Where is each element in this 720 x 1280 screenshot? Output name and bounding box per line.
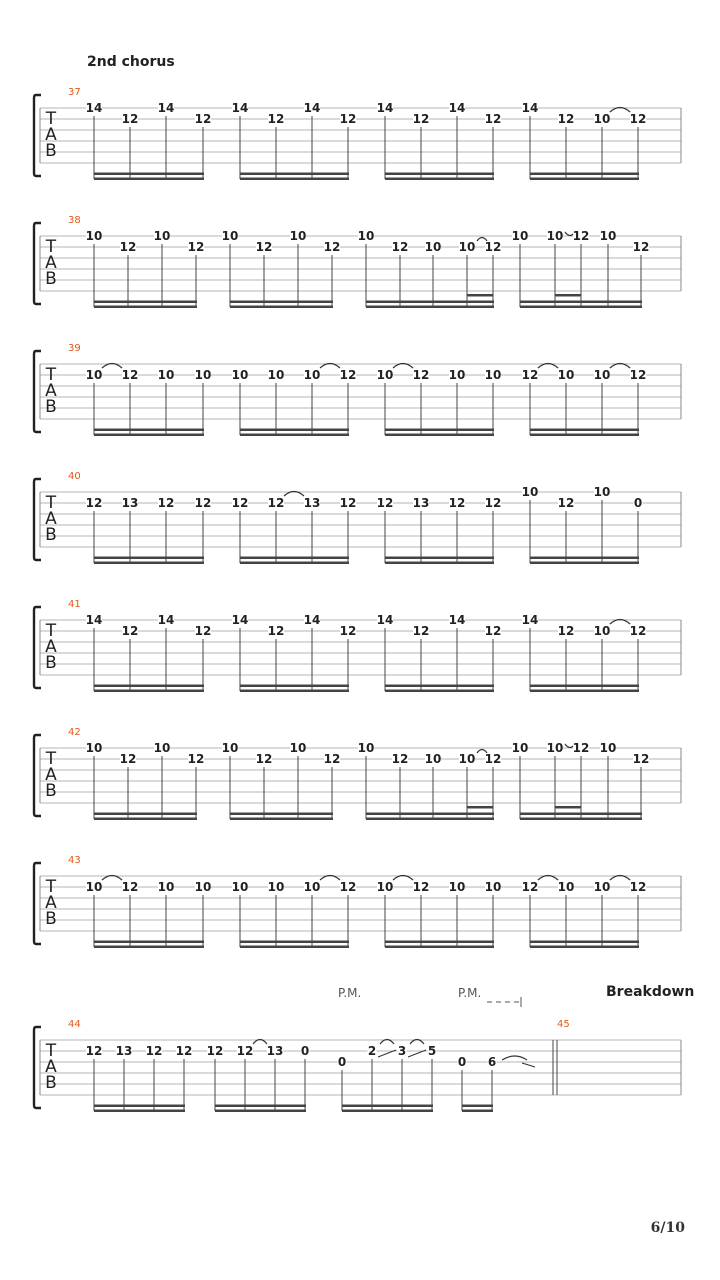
tab-system-40 [34,471,681,564]
fret-number: 14 [231,613,249,627]
tab-system-41 [34,599,681,692]
palm-mute-label-2: P.M. [458,986,482,1000]
tab-clef-letter-b: B [45,141,57,161]
fret-number: 10 [557,368,575,382]
fret-number: 12 [267,496,285,510]
beam-primary [94,946,204,949]
tab-clef-letter-a: A [45,253,57,273]
fret-number: 10 [376,880,394,894]
fret-number: 12 [557,112,575,126]
beam-secondary [366,813,494,816]
beam-primary [342,1110,433,1113]
beam-primary [385,434,494,437]
fret-number: 10 [376,368,394,382]
beam-primary [94,178,204,181]
tab-clef-letter-a: A [45,893,57,913]
fret-number: 10 [303,368,321,382]
fret-number: 12 [484,240,502,254]
fret-number: 10 [593,485,611,499]
measure-number: 45 [557,1019,570,1030]
beam-secondary [94,1105,185,1108]
fret-number: 12 [194,624,212,638]
measure-number: 41 [68,599,81,610]
beam-secondary [240,429,349,432]
slide-out-line [522,1063,535,1067]
fret-number: 10 [458,240,476,254]
fret-number: 10 [511,741,529,755]
fret-number: 3 [397,1044,407,1058]
beam-primary [530,178,639,181]
fret-number: 10 [85,741,103,755]
beam-secondary [530,685,639,688]
fret-number: 10 [511,229,529,243]
fret-number: 0 [633,496,643,510]
fret-number: 10 [458,752,476,766]
fret-number: 10 [593,624,611,638]
fret-number: 14 [448,613,466,627]
beam-primary [215,1110,306,1113]
beam-secondary [94,685,204,688]
tab-system-39 [34,343,681,436]
fret-number: 10 [593,368,611,382]
fret-number: 12 [484,624,502,638]
beam-primary [530,690,639,693]
fret-number: 12 [323,752,341,766]
beam-secondary [240,557,349,560]
fret-number: 12 [157,496,175,510]
tab-system-37 [34,87,681,180]
fret-number: 12 [339,880,357,894]
fret-number: 0 [300,1044,310,1058]
fret-number: 14 [376,613,394,627]
fret-number: 12 [629,880,647,894]
fret-number: 10 [221,741,239,755]
tab-clef-letter-a: A [45,125,57,145]
beam-primary [230,306,333,309]
tab-clef-letter-b: B [45,525,57,545]
fret-number: 5 [427,1044,437,1058]
fret-number: 10 [546,229,564,243]
fret-number: 10 [267,880,285,894]
fret-number: 12 [119,240,137,254]
beam-secondary [462,1105,493,1108]
beam-primary [530,562,639,565]
fret-number: 12 [255,752,273,766]
tab-clef-letter-t: T [45,109,57,129]
fret-number: 12 [121,880,139,894]
fret-number: 10 [267,368,285,382]
fret-number: 10 [157,368,175,382]
tab-clef-letter-t: T [45,621,57,641]
section-label-2nd-chorus: 2nd chorus [87,54,175,70]
fret-number: 12 [145,1044,163,1058]
section-label-breakdown: Breakdown [606,984,695,1000]
fret-number: 12 [267,112,285,126]
fret-number: 10 [231,368,249,382]
fret-number: 12 [121,624,139,638]
fret-number: 10 [153,229,171,243]
fret-number: 12 [572,741,590,755]
tab-clef-letter-t: T [45,749,57,769]
fret-number: 10 [424,752,442,766]
beam-secondary [385,429,494,432]
fret-number: 14 [303,101,321,115]
fret-number: 12 [391,240,409,254]
beam-secondary [520,813,642,816]
tab-clef-letter-a: A [45,381,57,401]
beam-primary [366,818,494,821]
fret-number: 10 [593,880,611,894]
beam-secondary [520,301,642,304]
fret-number: 12 [323,240,341,254]
beam-secondary [215,1105,306,1108]
beam-secondary [530,557,639,560]
fret-number: 12 [448,496,466,510]
beam-secondary [240,941,349,944]
fret-number: 10 [85,229,103,243]
fret-number: 13 [412,496,430,510]
fret-number: 10 [448,368,466,382]
palm-mute-label-1: P.M. [338,986,362,1000]
fret-number: 2 [367,1044,377,1058]
tab-clef-letter-t: T [45,237,57,257]
beam-primary [240,946,349,949]
fret-number: 0 [337,1055,347,1069]
tie-arc [502,1056,527,1060]
measure-number: 38 [68,215,81,226]
beam-secondary [94,557,204,560]
beam-primary [230,818,333,821]
fret-number: 12 [194,112,212,126]
fret-number: 10 [289,741,307,755]
fret-number: 10 [599,741,617,755]
fret-number: 12 [629,368,647,382]
fret-number: 10 [194,368,212,382]
beam-primary [462,1110,493,1113]
fret-number: 14 [521,613,539,627]
beam-primary [94,434,204,437]
beam-primary [385,690,494,693]
fret-number: 10 [424,240,442,254]
fret-number: 12 [521,368,539,382]
tab-clef-letter-a: A [45,1057,57,1077]
fret-number: 12 [391,752,409,766]
tab-clef-letter-t: T [45,365,57,385]
fret-number: 10 [357,229,375,243]
beam-tertiary [555,294,581,297]
fret-number: 13 [121,496,139,510]
fret-number: 6 [487,1055,497,1069]
fret-number: 12 [194,496,212,510]
measure-number: 37 [68,87,81,98]
fret-number: 12 [231,496,249,510]
fret-number: 10 [303,880,321,894]
beam-primary [530,434,639,437]
fret-number: 10 [599,229,617,243]
measure-number: 43 [68,855,81,866]
fret-number: 12 [412,112,430,126]
fret-number: 12 [521,880,539,894]
tab-clef-letter-a: A [45,765,57,785]
tab-clef-letter-t: T [45,1041,57,1061]
fret-number: 12 [339,368,357,382]
fret-number: 12 [484,752,502,766]
beam-primary [385,178,494,181]
beam-primary [94,306,197,309]
beam-primary [366,306,494,309]
beam-primary [385,562,494,565]
fret-number: 10 [85,880,103,894]
fret-number: 14 [231,101,249,115]
fret-number: 12 [255,240,273,254]
fret-number: 10 [484,368,502,382]
fret-number: 12 [412,880,430,894]
tab-clef-letter-b: B [45,397,57,417]
fret-number: 10 [357,741,375,755]
beam-secondary [94,429,204,432]
fret-number: 12 [557,496,575,510]
fret-number: 12 [339,112,357,126]
measure-number: 39 [68,343,81,354]
page-number: 6/10 [650,1220,685,1236]
fret-number: 14 [521,101,539,115]
beam-secondary [230,813,333,816]
fret-number: 10 [85,368,103,382]
beam-secondary [240,685,349,688]
beam-secondary [385,941,494,944]
beam-secondary [240,173,349,176]
fret-number: 10 [546,741,564,755]
beam-secondary [385,173,494,176]
fret-number: 12 [412,368,430,382]
beam-secondary [530,429,639,432]
beam-primary [530,946,639,949]
beam-tertiary [555,806,581,809]
beam-secondary [530,941,639,944]
beam-primary [94,690,204,693]
beam-primary [240,434,349,437]
fret-number: 10 [448,880,466,894]
measure-number: 42 [68,727,81,738]
fret-number: 12 [484,112,502,126]
fret-number: 12 [119,752,137,766]
fret-number: 14 [376,101,394,115]
fret-number: 10 [289,229,307,243]
fret-number: 14 [157,101,175,115]
tab-clef-letter-t: T [45,877,57,897]
beam-secondary [366,301,494,304]
fret-number: 14 [85,101,103,115]
fret-number: 10 [194,880,212,894]
beam-secondary [342,1105,433,1108]
fret-number: 12 [376,496,394,510]
fret-number: 14 [157,613,175,627]
fret-number: 10 [521,485,539,499]
fret-number: 12 [412,624,430,638]
tab-clef-letter-b: B [45,781,57,801]
fret-number: 14 [303,613,321,627]
fret-number: 12 [121,112,139,126]
fret-number: 10 [557,880,575,894]
tab-clef-letter-b: B [45,269,57,289]
beam-secondary [530,173,639,176]
fret-number: 12 [629,112,647,126]
fret-number: 12 [175,1044,193,1058]
fret-number: 12 [267,624,285,638]
fret-number: 12 [632,240,650,254]
beam-secondary [94,301,197,304]
fret-number: 12 [557,624,575,638]
beam-primary [94,818,197,821]
fret-number: 12 [339,496,357,510]
tab-system-44 [34,997,681,1112]
beam-secondary [94,941,204,944]
fret-number: 12 [572,229,590,243]
beam-primary [240,690,349,693]
fret-number: 10 [593,112,611,126]
fret-number: 13 [266,1044,284,1058]
tab-clef-letter-b: B [45,1073,57,1093]
fret-number: 13 [115,1044,133,1058]
fret-number: 14 [448,101,466,115]
beam-primary [240,562,349,565]
fret-number: 12 [632,752,650,766]
tab-system-38 [34,215,681,308]
beam-tertiary [467,806,493,809]
fret-number: 13 [303,496,321,510]
beam-primary [94,562,204,565]
fret-number: 10 [221,229,239,243]
fret-number: 10 [231,880,249,894]
beam-secondary [385,685,494,688]
beam-primary [520,818,642,821]
fret-number: 12 [236,1044,254,1058]
beam-secondary [94,813,197,816]
fret-number: 12 [85,1044,103,1058]
fret-number: 12 [339,624,357,638]
fret-number: 10 [153,741,171,755]
measure-number: 44 [68,1019,81,1030]
beam-primary [240,178,349,181]
fret-number: 12 [629,624,647,638]
fret-number: 12 [187,240,205,254]
tab-clef-letter-a: A [45,509,57,529]
fret-number: 10 [157,880,175,894]
tab-clef-letter-a: A [45,637,57,657]
beam-tertiary [467,294,493,297]
beam-secondary [230,301,333,304]
beam-primary [94,1110,185,1113]
fret-number: 12 [484,496,502,510]
tab-system-43 [34,855,681,948]
fret-number: 14 [85,613,103,627]
measure-number: 40 [68,471,81,482]
tab-clef-letter-b: B [45,653,57,673]
tab-clef-letter-t: T [45,493,57,513]
fret-number: 0 [457,1055,467,1069]
beam-secondary [385,557,494,560]
fret-number: 12 [206,1044,224,1058]
tab-clef-letter-b: B [45,909,57,929]
beam-primary [385,946,494,949]
fret-number: 12 [121,368,139,382]
beam-secondary [94,173,204,176]
beam-primary [520,306,642,309]
fret-number: 12 [85,496,103,510]
fret-number: 10 [484,880,502,894]
tab-system-42 [34,727,681,820]
fret-number: 12 [187,752,205,766]
